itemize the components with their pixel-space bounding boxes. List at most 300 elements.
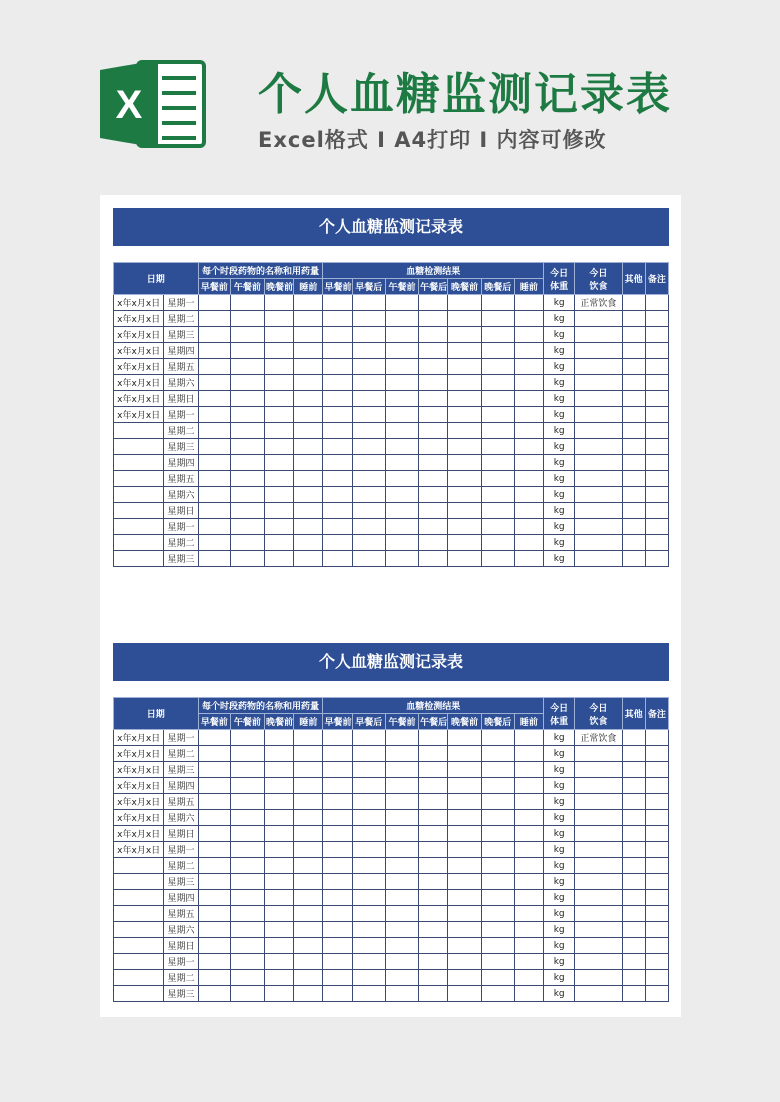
medication-cell[interactable]: [230, 906, 264, 922]
glucose-cell[interactable]: [352, 826, 385, 842]
glucose-cell[interactable]: [448, 746, 481, 762]
diet-cell[interactable]: 正常饮食: [575, 295, 622, 311]
medication-cell[interactable]: [230, 874, 264, 890]
weekday-cell[interactable]: 星期五: [164, 471, 198, 487]
other-cell[interactable]: [622, 311, 645, 327]
glucose-cell[interactable]: [385, 551, 418, 567]
medication-cell[interactable]: [198, 906, 230, 922]
weekday-cell[interactable]: 星期三: [164, 327, 198, 343]
medication-cell[interactable]: [294, 519, 323, 535]
date-cell[interactable]: x年x月x日: [114, 391, 164, 407]
glucose-cell[interactable]: [323, 906, 352, 922]
glucose-cell[interactable]: [352, 503, 385, 519]
note-cell[interactable]: [645, 535, 668, 551]
glucose-cell[interactable]: [514, 730, 543, 746]
glucose-cell[interactable]: [419, 487, 448, 503]
glucose-cell[interactable]: [448, 295, 481, 311]
glucose-cell[interactable]: [323, 858, 352, 874]
date-cell[interactable]: x年x月x日: [114, 343, 164, 359]
date-cell[interactable]: x年x月x日: [114, 762, 164, 778]
glucose-cell[interactable]: [323, 487, 352, 503]
glucose-cell[interactable]: [448, 535, 481, 551]
glucose-cell[interactable]: [385, 535, 418, 551]
medication-cell[interactable]: [294, 970, 323, 986]
date-cell[interactable]: [114, 471, 164, 487]
glucose-cell[interactable]: [514, 986, 543, 1002]
weight-cell[interactable]: kg: [544, 954, 575, 970]
medication-cell[interactable]: [294, 826, 323, 842]
medication-cell[interactable]: [198, 471, 230, 487]
diet-cell[interactable]: [575, 487, 622, 503]
medication-cell[interactable]: [198, 938, 230, 954]
glucose-cell[interactable]: [514, 858, 543, 874]
weight-cell[interactable]: kg: [544, 407, 575, 423]
weight-cell[interactable]: kg: [544, 487, 575, 503]
note-cell[interactable]: [645, 922, 668, 938]
note-cell[interactable]: [645, 938, 668, 954]
weekday-cell[interactable]: 星期二: [164, 970, 198, 986]
diet-cell[interactable]: [575, 810, 622, 826]
medication-cell[interactable]: [294, 938, 323, 954]
weekday-cell[interactable]: 星期五: [164, 359, 198, 375]
glucose-cell[interactable]: [448, 423, 481, 439]
glucose-cell[interactable]: [481, 794, 514, 810]
glucose-cell[interactable]: [385, 842, 418, 858]
other-cell[interactable]: [622, 519, 645, 535]
glucose-cell[interactable]: [448, 890, 481, 906]
weekday-cell[interactable]: 星期三: [164, 439, 198, 455]
glucose-cell[interactable]: [323, 391, 352, 407]
medication-cell[interactable]: [230, 778, 264, 794]
glucose-cell[interactable]: [481, 455, 514, 471]
diet-cell[interactable]: [575, 535, 622, 551]
glucose-cell[interactable]: [481, 746, 514, 762]
date-cell[interactable]: x年x月x日: [114, 311, 164, 327]
medication-cell[interactable]: [294, 874, 323, 890]
glucose-cell[interactable]: [448, 359, 481, 375]
medication-cell[interactable]: [198, 810, 230, 826]
glucose-cell[interactable]: [323, 519, 352, 535]
glucose-cell[interactable]: [514, 778, 543, 794]
medication-cell[interactable]: [294, 295, 323, 311]
glucose-cell[interactable]: [419, 906, 448, 922]
weight-cell[interactable]: kg: [544, 455, 575, 471]
medication-cell[interactable]: [265, 906, 294, 922]
glucose-cell[interactable]: [514, 826, 543, 842]
medication-cell[interactable]: [230, 503, 264, 519]
glucose-cell[interactable]: [323, 746, 352, 762]
note-cell[interactable]: [645, 890, 668, 906]
weight-cell[interactable]: kg: [544, 874, 575, 890]
glucose-cell[interactable]: [323, 295, 352, 311]
weight-cell[interactable]: kg: [544, 810, 575, 826]
glucose-cell[interactable]: [481, 778, 514, 794]
medication-cell[interactable]: [265, 826, 294, 842]
glucose-cell[interactable]: [481, 439, 514, 455]
glucose-cell[interactable]: [481, 826, 514, 842]
glucose-cell[interactable]: [385, 375, 418, 391]
glucose-cell[interactable]: [385, 327, 418, 343]
glucose-cell[interactable]: [481, 858, 514, 874]
glucose-cell[interactable]: [448, 970, 481, 986]
medication-cell[interactable]: [265, 503, 294, 519]
glucose-cell[interactable]: [352, 778, 385, 794]
medication-cell[interactable]: [230, 535, 264, 551]
medication-cell[interactable]: [198, 391, 230, 407]
other-cell[interactable]: [622, 535, 645, 551]
medication-cell[interactable]: [230, 551, 264, 567]
medication-cell[interactable]: [198, 826, 230, 842]
note-cell[interactable]: [645, 311, 668, 327]
date-cell[interactable]: [114, 423, 164, 439]
glucose-cell[interactable]: [385, 487, 418, 503]
date-cell[interactable]: x年x月x日: [114, 794, 164, 810]
glucose-cell[interactable]: [419, 858, 448, 874]
glucose-cell[interactable]: [448, 503, 481, 519]
glucose-cell[interactable]: [352, 970, 385, 986]
medication-cell[interactable]: [294, 858, 323, 874]
glucose-cell[interactable]: [514, 535, 543, 551]
medication-cell[interactable]: [198, 455, 230, 471]
glucose-cell[interactable]: [385, 970, 418, 986]
glucose-cell[interactable]: [481, 535, 514, 551]
medication-cell[interactable]: [230, 295, 264, 311]
medication-cell[interactable]: [230, 439, 264, 455]
medication-cell[interactable]: [198, 890, 230, 906]
glucose-cell[interactable]: [352, 423, 385, 439]
note-cell[interactable]: [645, 519, 668, 535]
glucose-cell[interactable]: [448, 551, 481, 567]
glucose-cell[interactable]: [419, 874, 448, 890]
medication-cell[interactable]: [294, 986, 323, 1002]
glucose-cell[interactable]: [481, 938, 514, 954]
weight-cell[interactable]: kg: [544, 439, 575, 455]
medication-cell[interactable]: [294, 730, 323, 746]
weight-cell[interactable]: kg: [544, 535, 575, 551]
glucose-cell[interactable]: [448, 407, 481, 423]
glucose-cell[interactable]: [385, 746, 418, 762]
glucose-cell[interactable]: [419, 890, 448, 906]
weight-cell[interactable]: kg: [544, 842, 575, 858]
glucose-cell[interactable]: [514, 842, 543, 858]
note-cell[interactable]: [645, 826, 668, 842]
glucose-cell[interactable]: [448, 439, 481, 455]
glucose-cell[interactable]: [419, 471, 448, 487]
medication-cell[interactable]: [294, 954, 323, 970]
medication-cell[interactable]: [198, 295, 230, 311]
glucose-cell[interactable]: [385, 922, 418, 938]
medication-cell[interactable]: [265, 551, 294, 567]
glucose-cell[interactable]: [323, 874, 352, 890]
medication-cell[interactable]: [230, 746, 264, 762]
medication-cell[interactable]: [230, 954, 264, 970]
glucose-cell[interactable]: [448, 922, 481, 938]
medication-cell[interactable]: [265, 359, 294, 375]
medication-cell[interactable]: [230, 455, 264, 471]
glucose-cell[interactable]: [352, 906, 385, 922]
weekday-cell[interactable]: 星期六: [164, 375, 198, 391]
medication-cell[interactable]: [294, 391, 323, 407]
diet-cell[interactable]: [575, 423, 622, 439]
date-cell[interactable]: [114, 551, 164, 567]
medication-cell[interactable]: [198, 954, 230, 970]
other-cell[interactable]: [622, 970, 645, 986]
glucose-cell[interactable]: [448, 874, 481, 890]
glucose-cell[interactable]: [323, 954, 352, 970]
glucose-cell[interactable]: [352, 938, 385, 954]
weekday-cell[interactable]: 星期六: [164, 922, 198, 938]
medication-cell[interactable]: [198, 970, 230, 986]
medication-cell[interactable]: [230, 730, 264, 746]
glucose-cell[interactable]: [514, 423, 543, 439]
glucose-cell[interactable]: [419, 938, 448, 954]
other-cell[interactable]: [622, 343, 645, 359]
diet-cell[interactable]: [575, 311, 622, 327]
other-cell[interactable]: [622, 794, 645, 810]
glucose-cell[interactable]: [419, 746, 448, 762]
glucose-cell[interactable]: [323, 423, 352, 439]
date-cell[interactable]: [114, 455, 164, 471]
glucose-cell[interactable]: [448, 762, 481, 778]
medication-cell[interactable]: [294, 471, 323, 487]
glucose-cell[interactable]: [448, 794, 481, 810]
weekday-cell[interactable]: 星期四: [164, 343, 198, 359]
date-cell[interactable]: x年x月x日: [114, 327, 164, 343]
weekday-cell[interactable]: 星期三: [164, 551, 198, 567]
glucose-cell[interactable]: [419, 535, 448, 551]
weekday-cell[interactable]: 星期四: [164, 455, 198, 471]
weight-cell[interactable]: kg: [544, 551, 575, 567]
date-cell[interactable]: x年x月x日: [114, 359, 164, 375]
date-cell[interactable]: x年x月x日: [114, 730, 164, 746]
diet-cell[interactable]: [575, 842, 622, 858]
other-cell[interactable]: [622, 938, 645, 954]
medication-cell[interactable]: [198, 311, 230, 327]
medication-cell[interactable]: [265, 730, 294, 746]
other-cell[interactable]: [622, 375, 645, 391]
medication-cell[interactable]: [230, 810, 264, 826]
glucose-cell[interactable]: [385, 906, 418, 922]
date-cell[interactable]: [114, 874, 164, 890]
glucose-cell[interactable]: [514, 794, 543, 810]
note-cell[interactable]: [645, 327, 668, 343]
diet-cell[interactable]: [575, 890, 622, 906]
note-cell[interactable]: [645, 874, 668, 890]
glucose-cell[interactable]: [419, 375, 448, 391]
glucose-cell[interactable]: [352, 295, 385, 311]
weekday-cell[interactable]: 星期二: [164, 423, 198, 439]
glucose-cell[interactable]: [352, 954, 385, 970]
weight-cell[interactable]: kg: [544, 970, 575, 986]
medication-cell[interactable]: [294, 439, 323, 455]
note-cell[interactable]: [645, 794, 668, 810]
glucose-cell[interactable]: [481, 906, 514, 922]
date-cell[interactable]: x年x月x日: [114, 842, 164, 858]
other-cell[interactable]: [622, 730, 645, 746]
glucose-cell[interactable]: [419, 359, 448, 375]
note-cell[interactable]: [645, 375, 668, 391]
other-cell[interactable]: [622, 327, 645, 343]
glucose-cell[interactable]: [352, 487, 385, 503]
note-cell[interactable]: [645, 986, 668, 1002]
medication-cell[interactable]: [294, 551, 323, 567]
glucose-cell[interactable]: [448, 327, 481, 343]
note-cell[interactable]: [645, 906, 668, 922]
glucose-cell[interactable]: [448, 311, 481, 327]
note-cell[interactable]: [645, 842, 668, 858]
glucose-cell[interactable]: [481, 970, 514, 986]
medication-cell[interactable]: [265, 810, 294, 826]
glucose-cell[interactable]: [352, 986, 385, 1002]
weekday-cell[interactable]: 星期四: [164, 778, 198, 794]
medication-cell[interactable]: [294, 423, 323, 439]
note-cell[interactable]: [645, 778, 668, 794]
medication-cell[interactable]: [265, 922, 294, 938]
glucose-cell[interactable]: [481, 375, 514, 391]
date-cell[interactable]: x年x月x日: [114, 295, 164, 311]
date-cell[interactable]: [114, 938, 164, 954]
weekday-cell[interactable]: 星期一: [164, 954, 198, 970]
glucose-cell[interactable]: [514, 954, 543, 970]
medication-cell[interactable]: [230, 487, 264, 503]
other-cell[interactable]: [622, 986, 645, 1002]
glucose-cell[interactable]: [385, 810, 418, 826]
glucose-cell[interactable]: [514, 519, 543, 535]
glucose-cell[interactable]: [514, 455, 543, 471]
glucose-cell[interactable]: [352, 874, 385, 890]
note-cell[interactable]: [645, 970, 668, 986]
note-cell[interactable]: [645, 730, 668, 746]
glucose-cell[interactable]: [323, 359, 352, 375]
glucose-cell[interactable]: [352, 407, 385, 423]
note-cell[interactable]: [645, 810, 668, 826]
glucose-cell[interactable]: [514, 311, 543, 327]
weekday-cell[interactable]: 星期二: [164, 746, 198, 762]
glucose-cell[interactable]: [323, 794, 352, 810]
medication-cell[interactable]: [198, 519, 230, 535]
other-cell[interactable]: [622, 778, 645, 794]
glucose-cell[interactable]: [352, 922, 385, 938]
glucose-cell[interactable]: [352, 842, 385, 858]
weight-cell[interactable]: kg: [544, 295, 575, 311]
glucose-cell[interactable]: [448, 858, 481, 874]
weight-cell[interactable]: kg: [544, 826, 575, 842]
medication-cell[interactable]: [198, 922, 230, 938]
medication-cell[interactable]: [265, 762, 294, 778]
medication-cell[interactable]: [230, 519, 264, 535]
medication-cell[interactable]: [230, 826, 264, 842]
glucose-cell[interactable]: [385, 359, 418, 375]
diet-cell[interactable]: [575, 407, 622, 423]
medication-cell[interactable]: [265, 970, 294, 986]
glucose-cell[interactable]: [323, 343, 352, 359]
glucose-cell[interactable]: [385, 343, 418, 359]
glucose-cell[interactable]: [323, 810, 352, 826]
glucose-cell[interactable]: [385, 423, 418, 439]
glucose-cell[interactable]: [514, 391, 543, 407]
note-cell[interactable]: [645, 746, 668, 762]
glucose-cell[interactable]: [385, 954, 418, 970]
glucose-cell[interactable]: [385, 986, 418, 1002]
glucose-cell[interactable]: [419, 311, 448, 327]
note-cell[interactable]: [645, 762, 668, 778]
glucose-cell[interactable]: [385, 730, 418, 746]
diet-cell[interactable]: [575, 762, 622, 778]
glucose-cell[interactable]: [448, 487, 481, 503]
medication-cell[interactable]: [265, 343, 294, 359]
weekday-cell[interactable]: 星期二: [164, 535, 198, 551]
glucose-cell[interactable]: [352, 810, 385, 826]
medication-cell[interactable]: [230, 375, 264, 391]
glucose-cell[interactable]: [419, 810, 448, 826]
medication-cell[interactable]: [230, 890, 264, 906]
glucose-cell[interactable]: [481, 551, 514, 567]
glucose-cell[interactable]: [481, 810, 514, 826]
other-cell[interactable]: [622, 810, 645, 826]
glucose-cell[interactable]: [514, 343, 543, 359]
diet-cell[interactable]: [575, 455, 622, 471]
note-cell[interactable]: [645, 455, 668, 471]
glucose-cell[interactable]: [514, 874, 543, 890]
diet-cell[interactable]: [575, 922, 622, 938]
glucose-cell[interactable]: [481, 343, 514, 359]
glucose-cell[interactable]: [352, 535, 385, 551]
weight-cell[interactable]: kg: [544, 519, 575, 535]
diet-cell[interactable]: [575, 858, 622, 874]
other-cell[interactable]: [622, 762, 645, 778]
diet-cell[interactable]: [575, 794, 622, 810]
glucose-cell[interactable]: [385, 874, 418, 890]
weekday-cell[interactable]: 星期日: [164, 826, 198, 842]
medication-cell[interactable]: [294, 794, 323, 810]
glucose-cell[interactable]: [514, 487, 543, 503]
medication-cell[interactable]: [294, 343, 323, 359]
glucose-cell[interactable]: [419, 295, 448, 311]
glucose-cell[interactable]: [448, 778, 481, 794]
weight-cell[interactable]: kg: [544, 343, 575, 359]
glucose-cell[interactable]: [323, 407, 352, 423]
medication-cell[interactable]: [265, 794, 294, 810]
other-cell[interactable]: [622, 858, 645, 874]
glucose-cell[interactable]: [419, 986, 448, 1002]
weekday-cell[interactable]: 星期日: [164, 391, 198, 407]
glucose-cell[interactable]: [481, 730, 514, 746]
glucose-cell[interactable]: [419, 551, 448, 567]
glucose-cell[interactable]: [323, 970, 352, 986]
glucose-cell[interactable]: [419, 327, 448, 343]
glucose-cell[interactable]: [419, 439, 448, 455]
glucose-cell[interactable]: [323, 551, 352, 567]
glucose-cell[interactable]: [323, 842, 352, 858]
glucose-cell[interactable]: [448, 519, 481, 535]
medication-cell[interactable]: [265, 778, 294, 794]
date-cell[interactable]: x年x月x日: [114, 778, 164, 794]
glucose-cell[interactable]: [352, 455, 385, 471]
date-cell[interactable]: x年x月x日: [114, 375, 164, 391]
medication-cell[interactable]: [265, 439, 294, 455]
medication-cell[interactable]: [294, 778, 323, 794]
medication-cell[interactable]: [294, 359, 323, 375]
glucose-cell[interactable]: [385, 519, 418, 535]
date-cell[interactable]: [114, 519, 164, 535]
medication-cell[interactable]: [198, 535, 230, 551]
weight-cell[interactable]: kg: [544, 922, 575, 938]
glucose-cell[interactable]: [514, 471, 543, 487]
medication-cell[interactable]: [230, 423, 264, 439]
note-cell[interactable]: [645, 503, 668, 519]
glucose-cell[interactable]: [448, 375, 481, 391]
glucose-cell[interactable]: [481, 519, 514, 535]
